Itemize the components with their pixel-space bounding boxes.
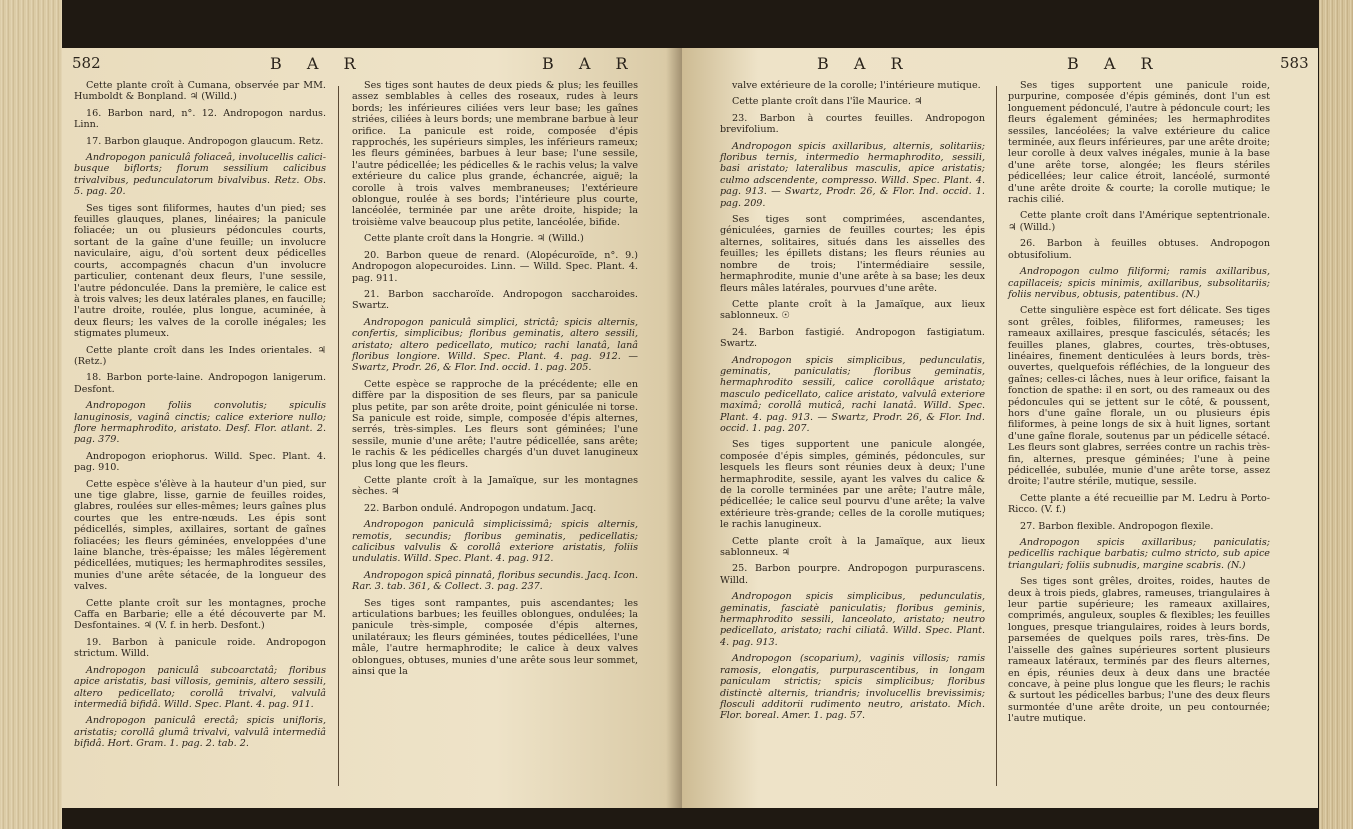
paragraph: Ses tiges supportent une panicule roide, purpurine, composée d'épis géminés, dont l'un est longuement pédonculé, l'autre à pédoncule court; les fleurs également géminées; les hermaphrodites sessiles, lancéolées; la valve extérieure du calice terminée, aux fleurs inférieures, par une arête droite; leur corolle à deux valves inégales, munie à la base d'une arête torse, alongée; les fleurs stériles pédicellées; leur calice étroit, lancéolé, surmonté d'une arête droite & courte; la corolle mutique; le rachis cilié. [1008, 80, 1270, 206]
paragraph: Cette plante a été recueillie par M. Ledru à Porto-Ricco. (V. f.) [1008, 492, 1270, 516]
paragraph: 26. Barbon à feuilles obtuses. Andropogon obtusifolium. [1008, 238, 1270, 261]
paragraph: 27. Barbon flexible. Andropogon flexile. [1020, 520, 1214, 532]
column-rule-right [996, 86, 997, 786]
paragraph: Cette espèce se rapproche de la précédente; elle en diffère par la disposition de ses fleurs, par sa panicule plus petite, par son arête droite, point géniculée ni torse. Sa panicule est roide, simple, composée d'épis alternes, serrés, très-simples. Les fleurs sont géminées; l'une sessile, munie d'une arête; l'autre pédicellée, sans arête; le rachis & les pédicelles chargés d'un duvet lanugineux plus long que les fleurs. [352, 378, 638, 470]
header-left-2: B A R [542, 54, 638, 73]
paragraph: Andropogon paniculâ foliaceâ, involucellis calici-busque biflorts; florum sessilium calicibus trivalvibus, pedunculatorum bivalvibus. Retz. Obs. 5. pag. 20. [74, 152, 326, 198]
paragraph: Ses tiges sont rampantes, puis ascendantes; les articulations barbues; les feuilles oblongues, ondulées; la panicule très-simple, composée d'épis alternes, unilatéraux; les fleurs géminées, toutes pédicellées, l'une mâle, l'autre hermaphrodite; le calice à deux valves oblongues, obtuses, munies d'une arête sous leur sommet, ainsi que la [352, 597, 638, 678]
paragraph: Andropogon foliis convolutis; spiculis lanuginosis, vaginâ cinctis; calice exteriore nullo; flore hermaphrodito, aristato. Desf. Flor. atlant. 2. pag. 379. [74, 400, 326, 446]
left-column-2 [352, 80, 638, 683]
paragraph: 16. Barbon nard, n°. 12. Andropogon nardus. Linn. [74, 107, 326, 131]
paragraph: Cette singulière espèce est fort délicate. Ses tiges sont grêles, foibles, filiformes, rameuses; les rameaux axillaires, presque fasciculés, sétacés; les feuilles planes, glabres, courtes, très-obtuses, linéaires, finement denticulées à leurs bords, très-ouvertes, quelquefois réfléchies, de la longueur des gaînes; celles-ci lâches, nues à leur orifice, faisant la fonction de spathe: il en sort, ou des rameaux ou des pédoncules qui se jettent sur le côté, & poussent, hors d'une gaîne florale, un ou plusieurs épis filiformes, à peine longs de six à huit lignes, sortant d'une gaîne florale, soutenus par un pédicelle sétacé. Les fleurs sont glabres, serrées contre un rachis très-fin, alternes, presque géminées; l'une à peine pédicellée, subulée, munie d'une arête torse, assez droite; l'autre stérile, mutique, sessile. [1008, 305, 1270, 488]
paragraph: Andropogon paniculâ simplici, strictâ; spicis alternis, confertis, simplicibus; floribus geminatis, altero sessili, aristato; altero pedicellato, mutico; rachi lanatâ, lanâ floribus longiore. Willd. Spec. Plant. 4. pag. 912. — Swartz, Prodr. 26, & Flor. Ind. occid. 1. pag. 205. [352, 316, 638, 374]
paragraph: 25. Barbon pourpre. Andropogon purpurascens. Willd. [720, 563, 985, 586]
paragraph: Andropogon culmo filiformi; ramis axillaribus, capillaceis; spicis minimis, axillaribus, subsolitariis; foliis nervibus, obtusis, patentibus. (N.) [1008, 266, 1270, 300]
left-column-1 [74, 80, 326, 755]
paragraph: Cette plante croît dans les Indes orientales. ♃ (Retz.) [74, 344, 326, 367]
paragraph: Andropogon (scoparium), vaginis villosis; ramis ramosis, elongatis, purpurascentibus, in longam paniculam strictis; spicis simplicibus; floribus distinctè alternis, triandris; involucellis brevissimis; flosculi additorii rudimento neutro, aristato. Mich. Flor. boreal. Amer. 1. pag. 57. [720, 653, 985, 722]
header-right-2: B A R [1067, 54, 1163, 73]
paragraph: 21. Barbon saccharoïde. Andropogon saccharoides. Swartz. [352, 288, 638, 312]
paragraph: 20. Barbon queue de renard. (Alopécuroïde, n°. 9.) Andropogon alopecuroides. Linn. — Willd. Spec. Plant. 4. pag. 911. [352, 249, 638, 284]
left-page [62, 48, 682, 808]
paragraph: 18. Barbon porte-laine. Andropogon lanigerum. Desfont. [74, 372, 326, 395]
paragraph: Andropogon spicis simplicibus, pedunculatis, geminatis, fasciatè paniculatis; floribus geminis, hermaphrodito sessili, lanceolato, aristato; neutro pedicellato, aristato; rachi ciliatâ. Willd. Spec. Plant. 4. pag. 913. [720, 591, 985, 648]
right-column-2 [1008, 80, 1270, 730]
paragraph: 22. Barbon ondulé. Andropogon undatum. Jacq. [364, 502, 597, 514]
paragraph: 17. Barbon glauque. Andropogon glaucum. Retz. [86, 135, 324, 147]
paragraph: Cette espèce s'élève à la hauteur d'un pied, sur une tige glabre, lisse, garnie de feuilles roides, glabres, roulées sur elles-mêmes; leurs gaînes plus courtes que les entre-nœuds. Les épis sont pédicellés, simples, axillaires, sortant de gaînes foliacées; les fleurs géminées, enveloppées d'une laine blanche, très-épaisse; les mâles légèrement pédicellées, mutiques; les hermaphrodites sessiles, munies d'une arête sétacée, de la longueur des valves. [74, 478, 326, 593]
paragraph: Andropogon spicis axillaribus, alternis, solitariis; floribus ternis, intermedio hermaphrodito, sessili, basi aristato; lateralibus masculis, apice aristatis; culmo adscendente, compresso. Willd. Spec. Plant. 4. pag. 913. — Swartz, Prodr. 26, & Flor. Ind. occid. 1. pag. 209. [720, 140, 985, 209]
paragraph: Ses tiges supportent une panicule alongée, composée d'épis simples, géminés, pédoncules, sur lesquels les fleurs sont réunies deux à deux; l'une hermaphrodite, sessile, ayant les valves du calice & de la corolle terminées par une arête; l'autre mâle, pédicellée; le calice seul pourvu d'une arête; la valve extérieure très-grande; celles de la corolle mutiques; le rachis lanugineux. [720, 439, 985, 531]
page-stack-right [1319, 0, 1353, 829]
header-left-1: B A R [270, 54, 366, 73]
paragraph: Andropogon paniculâ erectâ; spicis unifloris, aristatis; corollâ glumâ trivalvi, valvulâ intermediâ bifidâ. Hort. Gram. 1. pag. 2. tab. 2. [74, 715, 326, 750]
paragraph: Andropogon spicis simplicibus, pedunculatis, geminatis, paniculatis; floribus geminatis, hermaphrodito sessili, calice corollâque aristato; masculo pedicellato, calice aristato, valvulâ exteriore maximâ; corollâ muticâ, rachi lanatâ. Willd. Spec. Plant. 4. pag. 913. — Swartz, Prodr. 26, & Flor. Ind. occid. 1. pag. 207. [720, 354, 985, 434]
page-number-right: 583 [1280, 54, 1309, 72]
paragraph: Cette plante croît à la Jamaïque, sur les montagnes sèches. ♃ [352, 475, 638, 498]
paragraph: Cette plante croît dans l'Amérique septentrionale. ♃ (Willd.) [1008, 210, 1270, 233]
right-column-1 [720, 80, 985, 727]
paragraph: Andropogon spicis axillaribus; paniculatis; pedicellis rachique barbatis; culmo stricto, sub apice triangulari; foliis subnudis, margine scabris. (N.) [1008, 537, 1270, 571]
paragraph: Ses tiges sont grêles, droites, roides, hautes de deux à trois pieds, glabres, rameuses, triangulaires à leur partie supérieure; les rameaux axillaires, comprimés, anguleux, souples & flexibles; les feuilles longues, presque triangulaires, roides à leurs bords, parsemées de quelques poils rares, très-fins. De l'aisselle des gaînes supérieures sortent plusieurs rameaux latéraux, terminés par des fleurs alternes, en épis, réunies deux à deux dans une bractée concave, à peine plus longue que les fleurs; le rachis & surtout les pédicelles barbus; l'une des deux fleurs surmontée d'une arête droite, un peu contournée; l'autre mutique. [1008, 576, 1270, 725]
paragraph: Andropogon eriophorus. Willd. Spec. Plant. 4. pag. 910. [74, 450, 326, 474]
paragraph: Cette plante croît à Cumana, observée par MM. Humboldt & Bonpland. ♃ (Willd.) [74, 80, 326, 103]
paragraph: Andropogon paniculâ simplicissimâ; spicis alternis, remotis, secundis; floribus geminatis, pedicellatis; calicibus valvulis & corollâ exteriore aristatis, foliis undulatis. Willd. Spec. Plant. 4. pag. 912. [352, 519, 638, 565]
paragraph: Ses tiges sont comprimées, ascendantes, géniculées, garnies de feuilles courtes; les épis alternes, solitaires, situés dans les aisselles des feuilles; les épillets distans; les fleurs réunies au nombre de trois; l'intermédiaire sessile, hermaphrodite, munie d'une arête à sa base; les deux fleurs mâles latérales, pourvues d'une arête. [720, 214, 985, 294]
header-right-1: B A R [817, 54, 913, 73]
paragraph: Cette plante croît sur les montagnes, proche Caffa en Barbarie; elle a été découverte par M. Desfontaines. ♃ (V. f. in herb. Desfont.) [74, 597, 326, 632]
paragraph: Andropogon paniculâ subcoarctatâ; floribus apice aristatis, basi villosis, geminis, altero sessili, altero pedicellato; corollâ trivalvi, valvulâ intermediâ bifidâ. Willd. Spec. Plant. 4. pag. 911. [74, 664, 326, 710]
paragraph: Cette plante croît dans l'île Maurice. ♃ [732, 96, 923, 108]
paragraph: 24. Barbon fastigié. Andropogon fastigiatum. Swartz. [720, 326, 985, 350]
paragraph: Ses tiges sont filiformes, hautes d'un pied; ses feuilles glauques, planes, linéaires; la panicule foliacée; un ou plusieurs pédoncules courts, sortant de la gaîne d'une feuille; un involucre naviculaire, aigu, d'où sortent deux pédicelles courts, accompagnés chacun d'un involucre particulier, contenant deux fleurs, l'une sessile, l'autre pédonculée. Dans la première, le calice est à trois valves; les deux latérales planes, en faucille; l'autre droite, roulée, plus longue, acuminée, à deux fleurs; les valves de la corolle inégales; les stigmates plumeux. [74, 202, 326, 340]
right-page [682, 48, 1318, 808]
paragraph: Andropogon spicâ pinnatâ, floribus secundis. Jacq. Icon. Rar. 3. tab. 361, & Collect. 3. pag. 237. [352, 569, 638, 593]
paragraph: Cette plante croît dans la Hongrie. ♃ (Willd.) [364, 233, 584, 245]
paragraph: Cette plante croît à la Jamaïque, aux lieux sablonneux. ♃ [720, 535, 985, 559]
page-number-left: 582 [72, 54, 101, 72]
page-stack-left [0, 0, 62, 829]
paragraph: Ses tiges sont hautes de deux pieds & plus; les feuilles assez semblables à celles des roseaux, rudes à leurs bords; les inférieures ciliées vers leur base; les gaînes striées, ciliées à leurs bords; une membrane barbue à leur orifice. La panicule est roide, composée d'épis rapprochés, les supérieurs simples, les inférieurs rameux; les fleurs géminées, barbues à leur base; l'une sessile, l'autre pédicellée; les pédicelles & le rachis velus; la valve extérieure du calice plus grande, échancrée, aiguë; la corolle à trois valves membraneuses; l'extérieure oblongue, roulée à ses bords; l'intérieure plus courte, lancéolée, terminée par une arête droite, hispide; la troisième valve beaucoup plus petite, lancéolée, bifide. [352, 80, 638, 228]
paragraph: valve extérieure de la corolle; l'intérieure mutique. [732, 80, 981, 91]
paragraph: 19. Barbon à panicule roide. Andropogon strictum. Willd. [74, 636, 326, 660]
paragraph: 23. Barbon à courtes feuilles. Andropogon brevifolium. [720, 112, 985, 136]
paragraph: Cette plante croît à la Jamaïque, aux lieux sablonneux. ☉ [720, 298, 985, 322]
column-rule-left [338, 86, 339, 786]
